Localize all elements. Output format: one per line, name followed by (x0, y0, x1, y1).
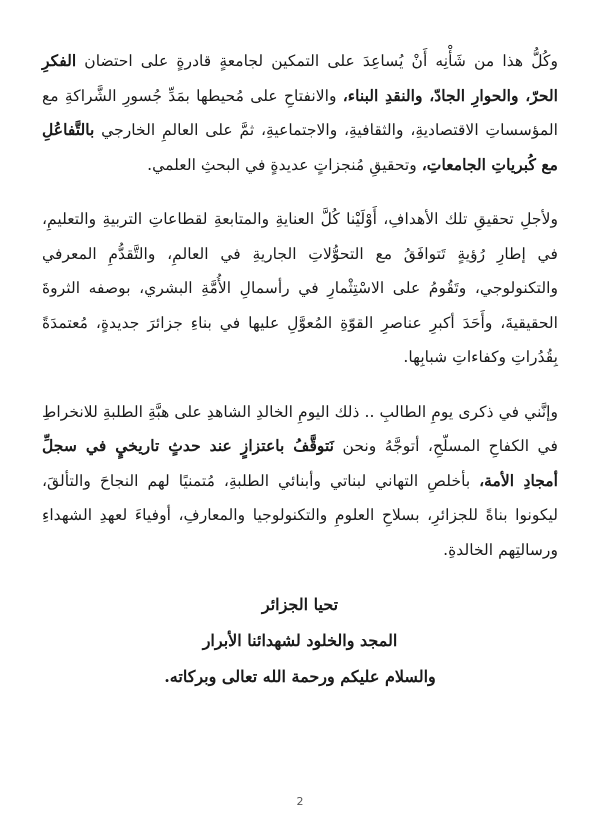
paragraph-1-bold-2: بالتَّفاعُلِ مع كُبرياتِ الجامعاتِ، (42, 120, 558, 174)
closing-line-martyrs: المجد والخلود لشهدائنا الأبرار (202, 631, 398, 650)
closing-block (42, 587, 558, 695)
paragraph-2-text-1: ولأجلِ تحقيقِ تلك الأهدافِ، أَوْلَيْنا كُلَّ العنايةِ والمتابعةِ لقطاعاتِ التربيةِ والتعليمِ، في إطارِ رُؤيةٍ تَتوافَقُ مع التحوُّلاتِ الجاريةِ في العالمِ، والتَّقدُّمِ المعرفي والتكنولوجي، وتَقُومُ على الاسْتِثْمارِ في رأسمالِ الأُمَّةِ البشري، بوصفه الثروةَ الحقيقيةَ، وأَحَدَ أكبرِ عناصرِ القوّةِ المُعوَّلِ عليها في بناءِ جزائرَ جديدةٍ، مُعتمدَةً بِقُدُراتِ وكفاءاتِ شبابِها. (42, 210, 558, 366)
paragraph-3-text-2: بأخلصِ التهاني لبناتي وأبنائي الطلبةِ، مُتمنيًا لهم النجاحَ والتألقَ، ليكونوا بناةً للجزائرِ، بسلاحِ العلومِ والتكنولوجيا والمعارفِ، أوفياءَ لعهدِ الشهداءِ ورسالتِهم الخالدةِ. (42, 471, 558, 559)
paragraph-3-bold-1: نَتوقَّفُ باعتزازٍ عند حدثٍ تاريخيٍ في سجلِّ أمجادِ الأمة، (42, 436, 558, 490)
closing-line-salutation: والسلام عليكم ورحمة الله تعالى وبركاته. (164, 667, 436, 686)
paragraph-3-text-1: وإنَّني في ذكرى يومِ الطالبِ .. ذلك اليومِ الخالدِ الشاهدِ على هبَّةِ الطلبةِ للانخراطِ في الكفاحِ المسلّحِ، أتوجَّهُ ونحن (42, 402, 558, 455)
closing-line-long-live-algeria: تحيا الجزائر (261, 595, 339, 614)
paragraph-1 (42, 44, 558, 182)
document-page (42, 44, 558, 695)
paragraph-1-text-1: وكُلُّ هذا من شَأْنِه أَنْ يُساعِدَ على التمكين لجامعةٍ قادرةٍ على احتضان (76, 52, 558, 70)
paragraph-2 (42, 202, 558, 375)
paragraph-1-text-2: والانفتاحِ على مُحيطها بمَدِّ جُسورِ الشَّراكةِ مع المؤسساتِ الاقتصاديةِ، والثقافيةِ، والاجتماعيةِ، ثمَّ على العالمِ الخارجي (42, 86, 558, 139)
page-number: 2 (296, 795, 304, 808)
paragraph-3 (42, 395, 558, 568)
paragraph-1-bold-1: الفكرِ الحرّ، والحوارِ الجادّ، والنقدِ البناء، (42, 51, 558, 105)
paragraph-1-text-3: وتحقيقِ مُنجزاتٍ عديدةٍ في البحثِ العلمي. (147, 155, 422, 174)
